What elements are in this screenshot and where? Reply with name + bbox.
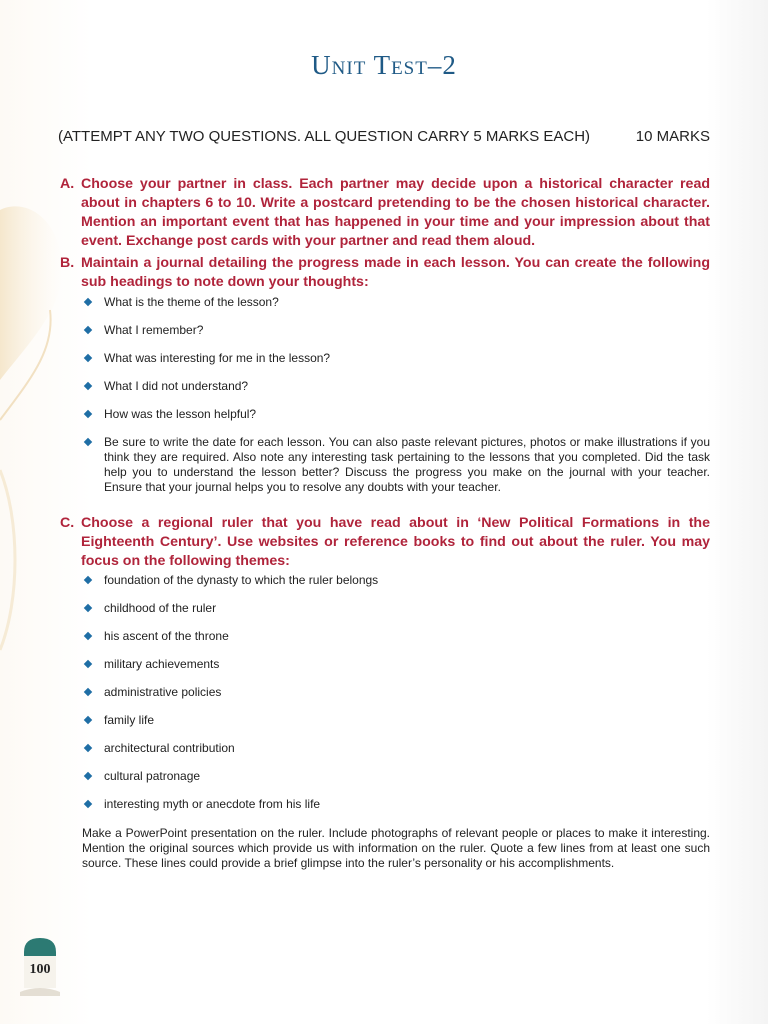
list-item: What is the theme of the lesson? [82,295,710,310]
bullet-icon [84,576,92,584]
bullet-icon [84,326,92,334]
list-item: childhood of the ruler [82,601,710,616]
list-item: What I remember? [82,323,710,338]
list-item: cultural patronage [82,769,710,784]
page-number: 100 [29,962,51,977]
list-item: How was the lesson helpful? [82,407,710,422]
bullet-icon [84,660,92,668]
bullet-icon [84,716,92,724]
list-item: What was interesting for me in the lesson? [82,351,710,366]
bullet-icon [84,410,92,418]
list-item: administrative policies [82,685,710,700]
bullet-icon [84,604,92,612]
bullet-icon [84,744,92,752]
bullet-icon [84,298,92,306]
list-item: his ascent of the throne [82,629,710,644]
question-letter: B. [60,255,75,271]
bullet-icon [84,382,92,390]
bullet-icon [84,772,92,780]
bullet-icon [84,632,92,640]
list-item: military achievements [82,657,710,672]
question-b [60,254,710,292]
list-item: What I did not understand? [82,379,710,394]
instruction-row [58,128,710,145]
question-c [60,514,710,571]
list-item: architectural contribution [82,741,710,756]
question-letter: A. [60,176,75,192]
list-item: family life [82,713,710,728]
question-b-bullets [82,295,710,495]
bullet-icon [84,800,92,808]
bullet-icon [84,438,92,446]
question-a [60,175,710,251]
list-item: interesting myth or anecdote from his life [82,797,710,812]
instruction-text: (ATTEMPT ANY TWO QUESTIONS. ALL QUESTION CARRY 5 MARKS EACH) [58,128,591,145]
question-c-bullets [82,573,710,812]
closing-paragraph: Make a PowerPoint presentation on the ruler. Include photographs of relevant people or places to make it interesting. Mention the original sources which provide us with information on the ruler. Quote a few lines from at least one such source. These lines could provide a brief glimpse into the ruler’s personality or his accomplishments. [82,826,710,870]
bullet-icon [84,354,92,362]
marks-text: 10 MARKS [635,128,710,145]
decorative-swirl [0,0,90,1024]
question-text: Choose your partner in class. Each partner may decide upon a historical character read about in chapters 6 to 10. Write a postcard pretending to be the chosen historical character. Mention an important event that has happened in your time and your impression about that event. Exchange post cards with your partner and read them aloud. [81,176,710,249]
page-title: Unit Test–2 [311,50,457,80]
question-letter: C. [60,515,75,531]
bullet-icon [84,688,92,696]
list-item: foundation of the dynasty to which the ruler belongs [82,573,710,588]
question-text: Choose a regional ruler that you have read about in ‘New Political Formations in the Eighteenth Century’. Use websites or reference books to find out about the ruler. You may focus on the following themes: [81,515,710,569]
question-text: Maintain a journal detailing the progress made in each lesson. You can create the following sub headings to note down your thoughts: [81,255,710,290]
list-item: Be sure to write the date for each lesson. You can also paste relevant pictures, photos or make illustrations if you think they are required. Also note any interesting task pertaining to the lessons that you completed. Did the task help you to understand the lesson better? Discuss the progress you make on the journal with your teacher. Ensure that your journal helps you to resolve any doubts with your teacher. [82,435,710,495]
